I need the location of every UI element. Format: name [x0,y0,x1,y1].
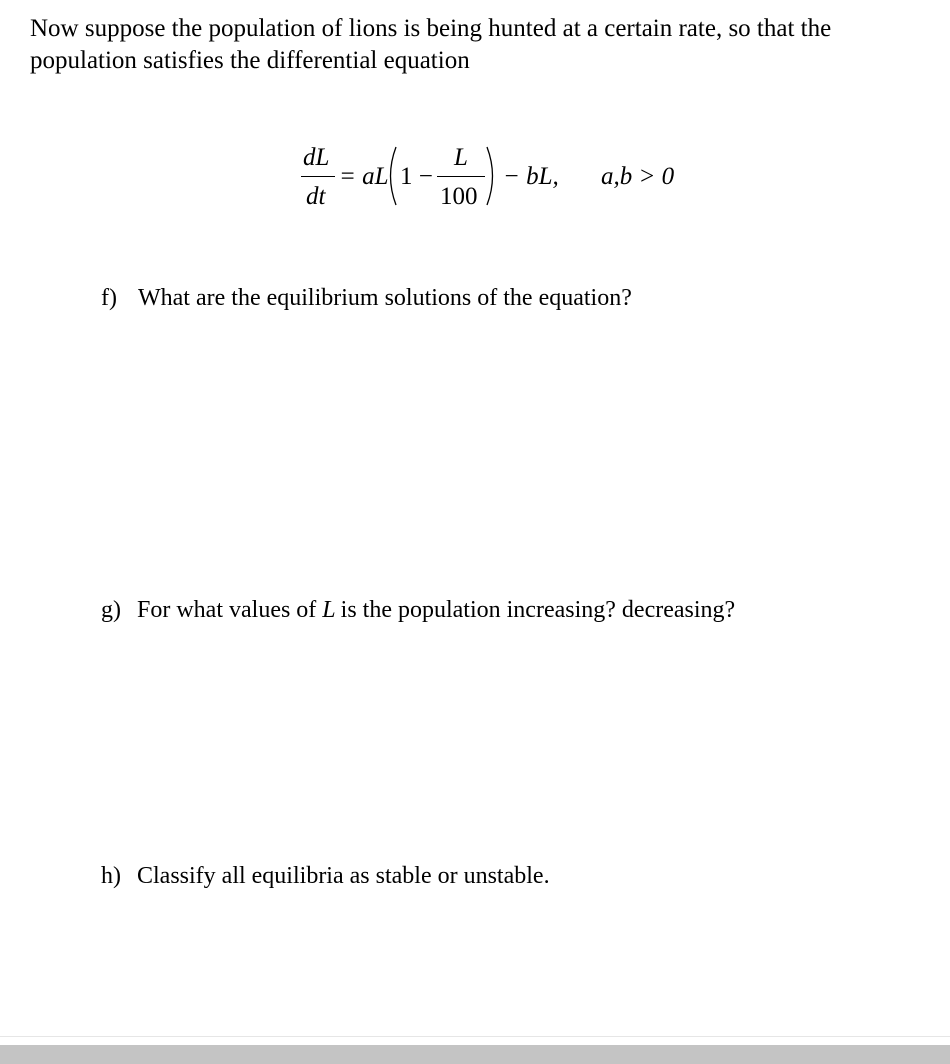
intro-paragraph: Now suppose the population of lions is being hunted at a certain rate, so that the population satisfies the differential equation [30,15,832,74]
question-text: Classify all equilibria as stable or unstable. [137,863,550,889]
question-text: What are the equilibrium solutions of the equation? [138,285,632,311]
right-paren-icon [485,145,499,207]
question-label: g) [101,597,121,623]
one-minus: 1 − [400,163,433,190]
lhs-denominator: dt [306,183,326,210]
minus-bL: − bL, [503,163,559,190]
bottom-scrollbar-track[interactable] [0,1045,950,1064]
equals-aL: = aL [339,163,389,190]
bottom-divider [0,1036,950,1037]
question-g [101,595,735,625]
left-paren-icon [384,145,398,207]
question-f [101,283,632,313]
variable-L: L [322,597,336,623]
lhs-numerator: dL [303,144,330,171]
question-text-after: is the population increasing? decreasing? [340,597,736,623]
question-label: h) [101,863,121,889]
question-text-before: For what values of [137,597,317,623]
lhs-fraction-bar [301,176,335,177]
question-label: f) [101,285,117,311]
inner-fraction-bar [437,176,485,177]
condition: a,b > 0 [601,163,675,190]
inner-denominator: 100 [440,183,478,210]
inner-numerator: L [454,144,468,171]
question-h [101,861,550,891]
differential-equation [298,140,698,220]
